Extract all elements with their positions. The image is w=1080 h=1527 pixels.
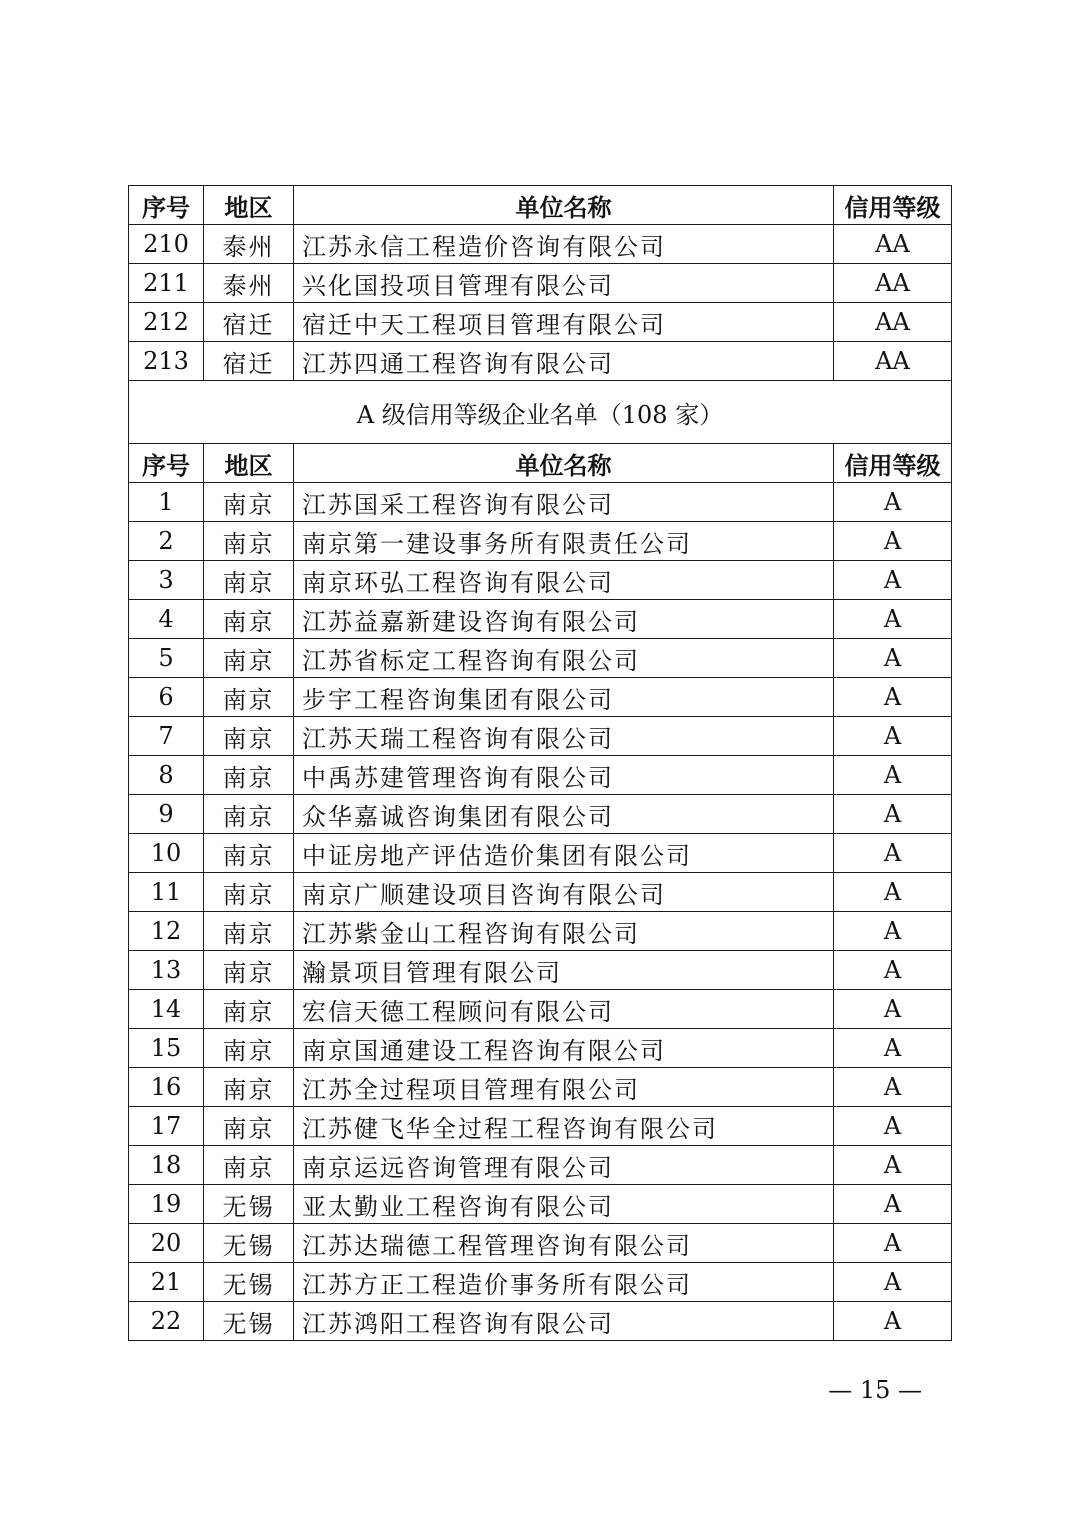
cell-region: 南京: [204, 522, 294, 561]
cell-grade: A: [834, 483, 952, 522]
cell-name: 南京运远咨询管理有限公司: [294, 1146, 834, 1185]
cell-seq: 14: [129, 990, 204, 1029]
cell-region: 南京: [204, 717, 294, 756]
header-grade: 信用等级: [834, 444, 952, 483]
cell-grade: A: [834, 990, 952, 1029]
cell-region: 南京: [204, 873, 294, 912]
cell-seq: 13: [129, 951, 204, 990]
cell-seq: 17: [129, 1107, 204, 1146]
table-row: [129, 342, 952, 381]
table-row: [129, 600, 952, 639]
cell-region: 南京: [204, 639, 294, 678]
table-body: [129, 186, 952, 1341]
cell-region: 南京: [204, 834, 294, 873]
cell-name: 江苏国采工程咨询有限公司: [294, 483, 834, 522]
cell-name: 南京环弘工程咨询有限公司: [294, 561, 834, 600]
table-row: [129, 717, 952, 756]
cell-seq: 8: [129, 756, 204, 795]
cell-region: 南京: [204, 912, 294, 951]
table-row: [129, 561, 952, 600]
cell-name: 众华嘉诚咨询集团有限公司: [294, 795, 834, 834]
table-row: [129, 795, 952, 834]
page-number: [0, 1376, 1080, 1404]
cell-grade: A: [834, 717, 952, 756]
table-row: [129, 1029, 952, 1068]
cell-seq: 5: [129, 639, 204, 678]
cell-grade: A: [834, 873, 952, 912]
cell-region: 宿迁: [204, 303, 294, 342]
cell-region: 无锡: [204, 1263, 294, 1302]
cell-seq: 12: [129, 912, 204, 951]
cell-region: 无锡: [204, 1224, 294, 1263]
table-row: [129, 303, 952, 342]
cell-seq: 15: [129, 1029, 204, 1068]
cell-name: 兴化国投项目管理有限公司: [294, 264, 834, 303]
cell-name: 江苏鸿阳工程咨询有限公司: [294, 1302, 834, 1341]
table-row: [129, 225, 952, 264]
cell-region: 南京: [204, 990, 294, 1029]
header-name: 单位名称: [294, 186, 834, 225]
cell-grade: A: [834, 834, 952, 873]
cell-grade: A: [834, 1029, 952, 1068]
cell-region: 南京: [204, 483, 294, 522]
header-row: [129, 444, 952, 483]
cell-seq: 11: [129, 873, 204, 912]
cell-grade: A: [834, 912, 952, 951]
cell-name: 中禹苏建管理咨询有限公司: [294, 756, 834, 795]
cell-region: 南京: [204, 561, 294, 600]
header-name: 单位名称: [294, 444, 834, 483]
section-title-row: [129, 381, 952, 444]
page-number-text: — 15 —: [828, 1376, 922, 1404]
cell-seq: 21: [129, 1263, 204, 1302]
table-row: [129, 678, 952, 717]
cell-name: 宏信天德工程顾问有限公司: [294, 990, 834, 1029]
cell-seq: 19: [129, 1185, 204, 1224]
cell-grade: A: [834, 1263, 952, 1302]
cell-seq: 210: [129, 225, 204, 264]
cell-seq: 7: [129, 717, 204, 756]
cell-name: 南京国通建设工程咨询有限公司: [294, 1029, 834, 1068]
cell-region: 南京: [204, 1107, 294, 1146]
table-row: [129, 873, 952, 912]
cell-name: 江苏省标定工程咨询有限公司: [294, 639, 834, 678]
table-row: [129, 639, 952, 678]
header-region: 地区: [204, 186, 294, 225]
cell-grade: A: [834, 600, 952, 639]
table-row: [129, 483, 952, 522]
cell-seq: 4: [129, 600, 204, 639]
table-row: [129, 264, 952, 303]
cell-grade: A: [834, 1185, 952, 1224]
cell-seq: 10: [129, 834, 204, 873]
cell-name: 江苏永信工程造价咨询有限公司: [294, 225, 834, 264]
cell-name: 江苏健飞华全过程工程咨询有限公司: [294, 1107, 834, 1146]
table-row: [129, 1107, 952, 1146]
cell-region: 无锡: [204, 1302, 294, 1341]
cell-grade: A: [834, 522, 952, 561]
cell-name: 江苏方正工程造价事务所有限公司: [294, 1263, 834, 1302]
table-row: [129, 1224, 952, 1263]
cell-seq: 211: [129, 264, 204, 303]
cell-region: 宿迁: [204, 342, 294, 381]
cell-name: 瀚景项目管理有限公司: [294, 951, 834, 990]
table-row: [129, 1302, 952, 1341]
cell-name: 江苏紫金山工程咨询有限公司: [294, 912, 834, 951]
table-row: [129, 834, 952, 873]
cell-region: 南京: [204, 795, 294, 834]
table-row: [129, 522, 952, 561]
cell-grade: A: [834, 756, 952, 795]
header-seq: 序号: [129, 444, 204, 483]
table-row: [129, 1068, 952, 1107]
table-row: [129, 912, 952, 951]
cell-name: 江苏天瑞工程咨询有限公司: [294, 717, 834, 756]
cell-region: 南京: [204, 1146, 294, 1185]
cell-name: 南京第一建设事务所有限责任公司: [294, 522, 834, 561]
cell-region: 南京: [204, 951, 294, 990]
cell-grade: A: [834, 639, 952, 678]
cell-region: 泰州: [204, 264, 294, 303]
cell-grade: A: [834, 1068, 952, 1107]
cell-name: 南京广顺建设项目咨询有限公司: [294, 873, 834, 912]
cell-name: 江苏益嘉新建设咨询有限公司: [294, 600, 834, 639]
cell-region: 南京: [204, 1068, 294, 1107]
cell-grade: A: [834, 1302, 952, 1341]
cell-grade: AA: [834, 342, 952, 381]
header-seq: 序号: [129, 186, 204, 225]
cell-seq: 18: [129, 1146, 204, 1185]
cell-name: 宿迁中天工程项目管理有限公司: [294, 303, 834, 342]
cell-region: 泰州: [204, 225, 294, 264]
cell-grade: A: [834, 951, 952, 990]
cell-grade: A: [834, 1224, 952, 1263]
credit-rating-table: [128, 185, 952, 1341]
cell-grade: A: [834, 795, 952, 834]
cell-region: 南京: [204, 678, 294, 717]
cell-grade: AA: [834, 303, 952, 342]
cell-grade: A: [834, 561, 952, 600]
cell-seq: 1: [129, 483, 204, 522]
cell-region: 无锡: [204, 1185, 294, 1224]
cell-grade: A: [834, 1146, 952, 1185]
cell-region: 南京: [204, 1029, 294, 1068]
cell-seq: 213: [129, 342, 204, 381]
cell-name: 江苏达瑞德工程管理咨询有限公司: [294, 1224, 834, 1263]
cell-seq: 6: [129, 678, 204, 717]
table-row: [129, 1263, 952, 1302]
cell-seq: 2: [129, 522, 204, 561]
cell-name: 亚太勤业工程咨询有限公司: [294, 1185, 834, 1224]
table-row: [129, 990, 952, 1029]
cell-name: 江苏全过程项目管理有限公司: [294, 1068, 834, 1107]
table-row: [129, 756, 952, 795]
cell-seq: 9: [129, 795, 204, 834]
header-grade: 信用等级: [834, 186, 952, 225]
header-row: [129, 186, 952, 225]
cell-region: 南京: [204, 600, 294, 639]
cell-name: 中证房地产评估造价集团有限公司: [294, 834, 834, 873]
table-row: [129, 1146, 952, 1185]
header-region: 地区: [204, 444, 294, 483]
cell-seq: 22: [129, 1302, 204, 1341]
cell-grade: AA: [834, 264, 952, 303]
cell-seq: 16: [129, 1068, 204, 1107]
table-row: [129, 951, 952, 990]
cell-seq: 212: [129, 303, 204, 342]
table-row: [129, 1185, 952, 1224]
cell-grade: AA: [834, 225, 952, 264]
cell-grade: A: [834, 678, 952, 717]
cell-region: 南京: [204, 756, 294, 795]
cell-seq: 20: [129, 1224, 204, 1263]
cell-seq: 3: [129, 561, 204, 600]
cell-grade: A: [834, 1107, 952, 1146]
cell-name: 江苏四通工程咨询有限公司: [294, 342, 834, 381]
cell-name: 步宇工程咨询集团有限公司: [294, 678, 834, 717]
section-title: A 级信用等级企业名单（108 家）: [129, 381, 952, 444]
